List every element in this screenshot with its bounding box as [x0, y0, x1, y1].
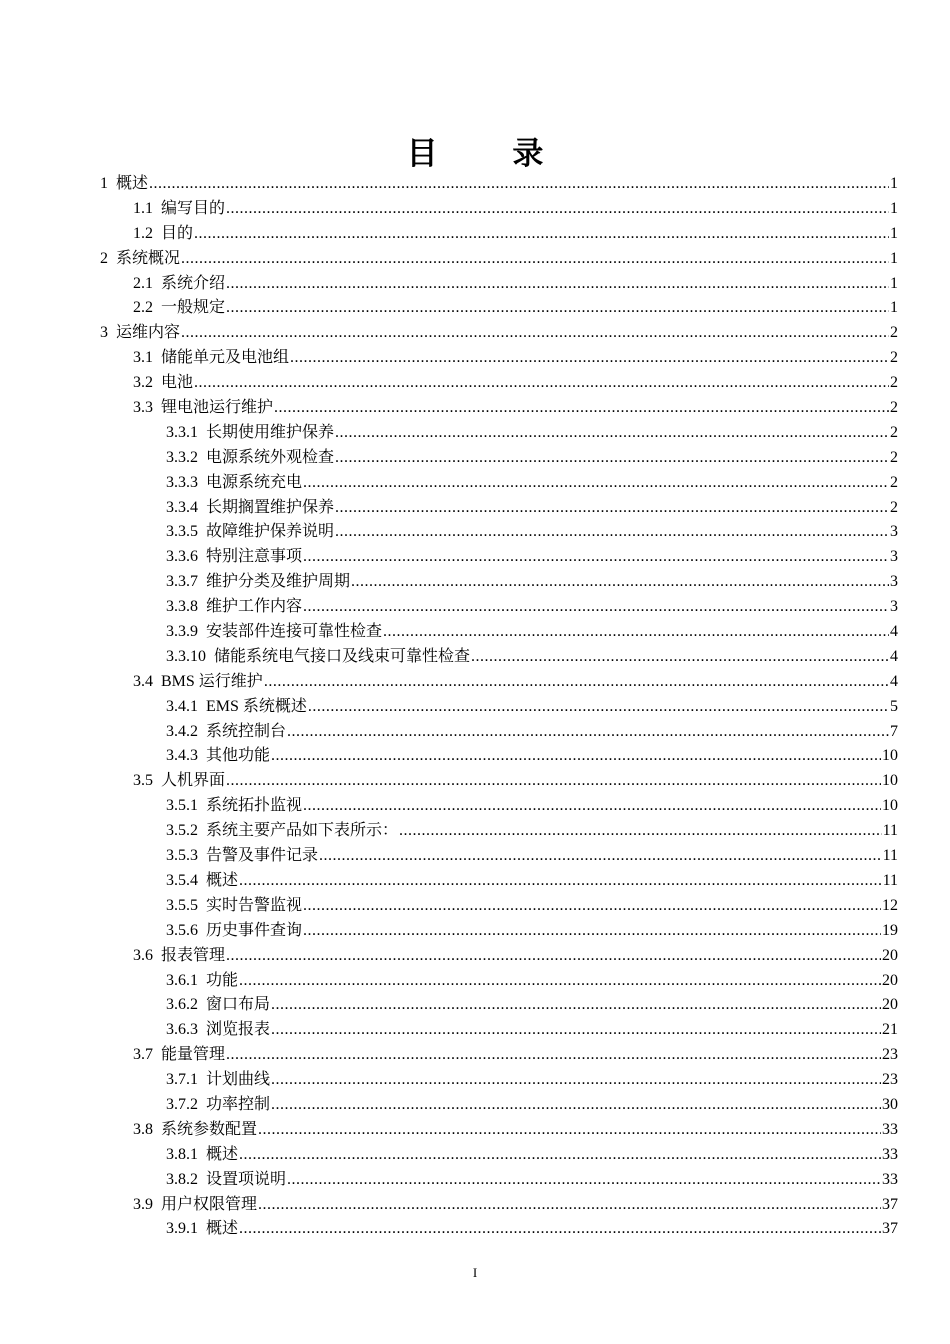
toc-entry-label: 系统参数配置 — [161, 1120, 258, 1138]
toc-entry-number: 3.5.2 — [166, 822, 198, 840]
toc-entry-label: 其他功能 — [206, 747, 271, 765]
toc-entry-page: 11 — [882, 871, 898, 889]
toc-entry-page: 4 — [890, 672, 898, 690]
toc-entry-page: 2 — [890, 349, 898, 367]
toc-dot-leader — [271, 1093, 881, 1118]
toc-entry-page: 2 — [890, 448, 898, 466]
toc-dot-leader — [287, 1168, 881, 1193]
toc-entry-page: 12 — [882, 896, 898, 914]
toc-entry[interactable] — [100, 819, 898, 844]
toc-entry-page: 33 — [882, 1170, 898, 1188]
toc-entry-page: 37 — [882, 1195, 898, 1213]
toc-entry-number: 3.3.6 — [166, 548, 198, 566]
toc-entry[interactable] — [100, 1018, 898, 1043]
toc-entry-label: 概述 — [206, 1220, 239, 1238]
toc-entry-label: EMS 系统概述 — [206, 697, 307, 715]
toc-entry-label: 系统主要产品如下表所示： — [206, 822, 399, 840]
toc-entry-label: 系统概况 — [116, 249, 181, 267]
toc-entry-page: 1 — [890, 199, 898, 217]
toc-entry-number: 3.7.2 — [166, 1095, 198, 1113]
toc-dot-leader — [308, 695, 889, 720]
toc-entry-number: 3.3.5 — [166, 523, 198, 541]
toc-entry[interactable] — [100, 670, 898, 695]
toc-entry-page: 1 — [890, 249, 898, 267]
toc-entry[interactable] — [100, 321, 898, 346]
toc-entry[interactable] — [100, 222, 898, 247]
toc-entry-page: 1 — [890, 175, 898, 192]
toc-entry[interactable] — [100, 496, 898, 521]
toc-dot-leader — [264, 670, 889, 695]
toc-entry-label: 设置项说明 — [206, 1170, 287, 1188]
toc-dot-leader — [194, 371, 889, 396]
toc-entry-number: 3.3.7 — [166, 573, 198, 591]
toc-entry[interactable] — [100, 869, 898, 894]
toc-entry[interactable] — [100, 919, 898, 944]
toc-entry-number: 2.2 — [133, 299, 153, 317]
toc-entry-label: 电池 — [161, 374, 194, 392]
toc-entry-number: 1.1 — [133, 199, 153, 217]
toc-dot-leader — [303, 919, 881, 944]
toc-entry-page: 2 — [890, 498, 898, 516]
toc-entry-page: 2 — [890, 399, 898, 417]
toc-dot-leader — [319, 844, 882, 869]
toc-entry-page: 23 — [882, 1046, 898, 1064]
toc-dot-leader — [239, 969, 881, 994]
toc-entry-page: 3 — [890, 598, 898, 616]
toc-entry-number: 3.5 — [133, 772, 153, 790]
toc-entry-label: 历史事件查询 — [206, 921, 303, 939]
toc-entry-page: 19 — [882, 921, 898, 939]
toc-dot-leader — [226, 769, 881, 794]
toc-entry-page: 3 — [890, 548, 898, 566]
toc-dot-leader — [271, 1018, 881, 1043]
toc-entry-label: 目的 — [161, 224, 194, 242]
toc-entry[interactable] — [100, 296, 898, 321]
toc-dot-leader — [303, 545, 889, 570]
toc-entry-number: 3.3.9 — [166, 623, 198, 641]
toc-entry-page: 11 — [882, 847, 898, 865]
toc-entry-label: BMS 运行维护 — [161, 672, 263, 690]
toc-entry[interactable] — [100, 520, 898, 545]
toc-entry-number: 3.1 — [133, 349, 153, 367]
toc-entry-label: 长期搁置维护保养 — [206, 498, 335, 516]
toc-entry-label: 维护工作内容 — [206, 598, 303, 616]
toc-entry-number: 3.8.2 — [166, 1170, 198, 1188]
toc-entry[interactable] — [100, 645, 898, 670]
toc-dot-leader — [271, 1068, 881, 1093]
toc-entry-number: 3.5.4 — [166, 871, 198, 889]
toc-entry-page: 33 — [882, 1145, 898, 1163]
toc-dot-leader — [239, 1217, 881, 1242]
page-number-footer: I — [472, 1265, 478, 1280]
toc-entry-number: 3.7 — [133, 1046, 153, 1064]
toc-entry[interactable] — [100, 794, 898, 819]
toc-entry-page: 1 — [890, 299, 898, 317]
toc-entry-page: 21 — [882, 1021, 898, 1039]
toc-entry-number: 3.5.3 — [166, 847, 198, 865]
toc-dot-leader — [271, 744, 881, 769]
toc-entry[interactable] — [100, 595, 898, 620]
toc-dot-leader — [287, 720, 889, 745]
toc-entry-label: 实时告警监视 — [206, 896, 303, 914]
toc-entry-number: 3.3.2 — [166, 448, 198, 466]
toc-dot-leader — [258, 1193, 881, 1218]
toc-entry-page: 1 — [890, 274, 898, 292]
toc-entry[interactable] — [100, 844, 898, 869]
toc-dot-leader — [290, 346, 889, 371]
toc-entry-number: 3.8 — [133, 1120, 153, 1138]
toc-entry-label: 报表管理 — [161, 946, 226, 964]
toc-entry-number: 3.9 — [133, 1195, 153, 1213]
toc-dot-leader — [303, 794, 881, 819]
toc-entry-label: 计划曲线 — [206, 1071, 271, 1089]
toc-entry[interactable] — [100, 371, 898, 396]
toc-dot-leader — [239, 1143, 881, 1168]
toc-entry-page: 4 — [890, 647, 898, 665]
toc-entry-label: 维护分类及维护周期 — [206, 573, 351, 591]
toc-dot-leader — [226, 1043, 881, 1068]
toc-entry-number: 3.4 — [133, 672, 153, 690]
toc-entry-number: 3.4.3 — [166, 747, 198, 765]
toc-entry-label: 用户权限管理 — [161, 1195, 258, 1213]
toc-entry[interactable] — [100, 197, 898, 222]
toc-entry-number: 3.5.6 — [166, 921, 198, 939]
toc-dot-leader — [274, 396, 889, 421]
toc-entry-label: 概述 — [116, 175, 149, 192]
toc-entry-page: 1 — [890, 224, 898, 242]
toc-entry-page: 2 — [890, 473, 898, 491]
toc-entry-page: 5 — [890, 697, 898, 715]
toc-entry-page: 23 — [882, 1071, 898, 1089]
toc-entry-label: 一般规定 — [161, 299, 226, 317]
toc-entry-label: 系统拓扑监视 — [206, 797, 303, 815]
toc-entry[interactable] — [100, 570, 898, 595]
toc-entry[interactable] — [100, 1143, 898, 1168]
toc-entry-page: 2 — [890, 324, 898, 342]
toc-dot-leader — [303, 894, 881, 919]
toc-entry-number: 2 — [100, 249, 108, 267]
toc-entry-number: 2.1 — [133, 274, 153, 292]
toc-dot-leader — [226, 272, 889, 297]
toc-entry-number: 3.4.1 — [166, 697, 198, 715]
toc-entry-label: 电源系统充电 — [206, 473, 303, 491]
toc-entry[interactable] — [100, 545, 898, 570]
toc-entry-label: 安装部件连接可靠性检查 — [206, 623, 383, 641]
toc-dot-leader — [351, 570, 889, 595]
toc-entry-label: 长期使用维护保养 — [206, 423, 335, 441]
toc-dot-leader — [335, 421, 889, 446]
toc-entry[interactable] — [100, 769, 898, 794]
toc-entry[interactable] — [100, 1168, 898, 1193]
toc-entry-label: 特别注意事项 — [206, 548, 303, 566]
toc-entry-label: 告警及事件记录 — [206, 847, 319, 865]
toc-entry[interactable] — [100, 720, 898, 745]
toc-entry[interactable] — [100, 744, 898, 769]
toc-entry[interactable] — [100, 894, 898, 919]
page-title: 目 录 — [406, 136, 576, 172]
toc-dot-leader — [239, 869, 882, 894]
toc-entry-page: 2 — [890, 423, 898, 441]
toc-dot-leader — [335, 496, 889, 521]
toc-entry-page: 10 — [882, 747, 898, 765]
toc-entry-label: 窗口布局 — [206, 996, 271, 1014]
toc-entry-number: 3.3.4 — [166, 498, 198, 516]
toc-entry-page: 30 — [882, 1095, 898, 1113]
toc-entry-label: 功能 — [206, 971, 239, 989]
toc-entry-page: 4 — [890, 623, 898, 641]
toc-entry-number: 3.3.10 — [166, 647, 206, 665]
toc-dot-leader — [399, 819, 882, 844]
toc-entry-number: 3.5.1 — [166, 797, 198, 815]
toc-dot-leader — [258, 1118, 881, 1143]
toc-entry-page: 3 — [890, 523, 898, 541]
toc-entry[interactable] — [100, 969, 898, 994]
toc-entry-page: 20 — [882, 946, 898, 964]
toc-entry-label: 概述 — [206, 871, 239, 889]
toc-entry[interactable] — [100, 1043, 898, 1068]
toc-entry-page: 33 — [882, 1120, 898, 1138]
toc-entry-page: 3 — [890, 573, 898, 591]
toc-entry-label: 能量管理 — [161, 1046, 226, 1064]
toc-dot-leader — [335, 520, 889, 545]
toc-dot-leader — [181, 247, 889, 272]
toc-entry[interactable] — [100, 620, 898, 645]
toc-entry-number: 1 — [100, 175, 108, 192]
toc-entry[interactable] — [100, 993, 898, 1018]
toc-entry[interactable] — [100, 695, 898, 720]
toc-entry-number: 3.7.1 — [166, 1071, 198, 1089]
toc-dot-leader — [271, 993, 881, 1018]
toc-dot-leader — [181, 321, 889, 346]
toc-entry[interactable] — [100, 172, 898, 197]
toc-entry-number: 3 — [100, 324, 108, 342]
toc-dot-leader — [194, 222, 889, 247]
toc-entry-page: 10 — [882, 797, 898, 815]
toc-dot-leader — [471, 645, 889, 670]
toc-entry-label: 功率控制 — [206, 1095, 271, 1113]
toc-entry[interactable] — [100, 1193, 898, 1218]
toc-entry[interactable] — [100, 346, 898, 371]
toc-entry[interactable] — [100, 944, 898, 969]
toc-entry-page: 20 — [882, 996, 898, 1014]
toc-entry-label: 储能系统电气接口及线束可靠性检查 — [214, 647, 471, 665]
toc-entry[interactable] — [100, 1217, 898, 1242]
toc-entry-number: 3.6.3 — [166, 1021, 198, 1039]
toc-entry-number: 3.2 — [133, 374, 153, 392]
toc-entry[interactable] — [100, 1093, 898, 1118]
toc-entry-label: 编写目的 — [161, 199, 226, 217]
toc-entry-number: 3.3.1 — [166, 423, 198, 441]
toc-entry-number: 1.2 — [133, 224, 153, 242]
toc-dot-leader — [149, 172, 889, 197]
toc-entry[interactable] — [100, 396, 898, 421]
toc-entry-label: 系统控制台 — [206, 722, 287, 740]
toc-entry-page: 20 — [882, 971, 898, 989]
toc-entry-label: 锂电池运行维护 — [161, 399, 274, 417]
toc-entry-label: 电源系统外观检查 — [206, 448, 335, 466]
toc-entry-number: 3.3.8 — [166, 598, 198, 616]
toc-entry-number: 3.8.1 — [166, 1145, 198, 1163]
toc-entry-number: 3.3.3 — [166, 473, 198, 491]
toc-dot-leader — [226, 944, 881, 969]
toc-entry-label: 运维内容 — [116, 324, 181, 342]
toc-entry-page: 2 — [890, 374, 898, 392]
toc-entry-number: 3.9.1 — [166, 1220, 198, 1238]
toc-entry-number: 3.3 — [133, 399, 153, 417]
toc-entry[interactable] — [100, 1118, 898, 1143]
toc-dot-leader — [303, 471, 889, 496]
toc-entry-page: 10 — [882, 772, 898, 790]
toc-dot-leader — [335, 446, 889, 471]
toc-entry-label: 故障维护保养说明 — [206, 523, 335, 541]
toc-entry-page: 7 — [890, 722, 898, 740]
toc-entry[interactable] — [100, 421, 898, 446]
toc-entry[interactable] — [100, 471, 898, 496]
toc-entry-label: 概述 — [206, 1145, 239, 1163]
toc-entry-label: 浏览报表 — [206, 1021, 271, 1039]
toc-entry-number: 3.4.2 — [166, 722, 198, 740]
toc-dot-leader — [226, 197, 889, 222]
toc-entry[interactable] — [100, 1068, 898, 1093]
toc-entry[interactable] — [100, 247, 898, 272]
toc-dot-leader — [303, 595, 889, 620]
toc-entry-label: 人机界面 — [161, 772, 226, 790]
toc-entry-page: 37 — [882, 1220, 898, 1238]
toc-entry-page: 11 — [882, 822, 898, 840]
toc-entry-number: 3.6.1 — [166, 971, 198, 989]
table-of-contents — [100, 172, 898, 1242]
toc-entry[interactable] — [100, 272, 898, 297]
toc-dot-leader — [226, 296, 889, 321]
toc-entry-label: 系统介绍 — [161, 274, 226, 292]
toc-entry[interactable] — [100, 446, 898, 471]
toc-dot-leader — [383, 620, 889, 645]
toc-entry-label: 储能单元及电池组 — [161, 349, 290, 367]
toc-entry-number: 3.5.5 — [166, 896, 198, 914]
toc-entry-number: 3.6 — [133, 946, 153, 964]
toc-entry-number: 3.6.2 — [166, 996, 198, 1014]
